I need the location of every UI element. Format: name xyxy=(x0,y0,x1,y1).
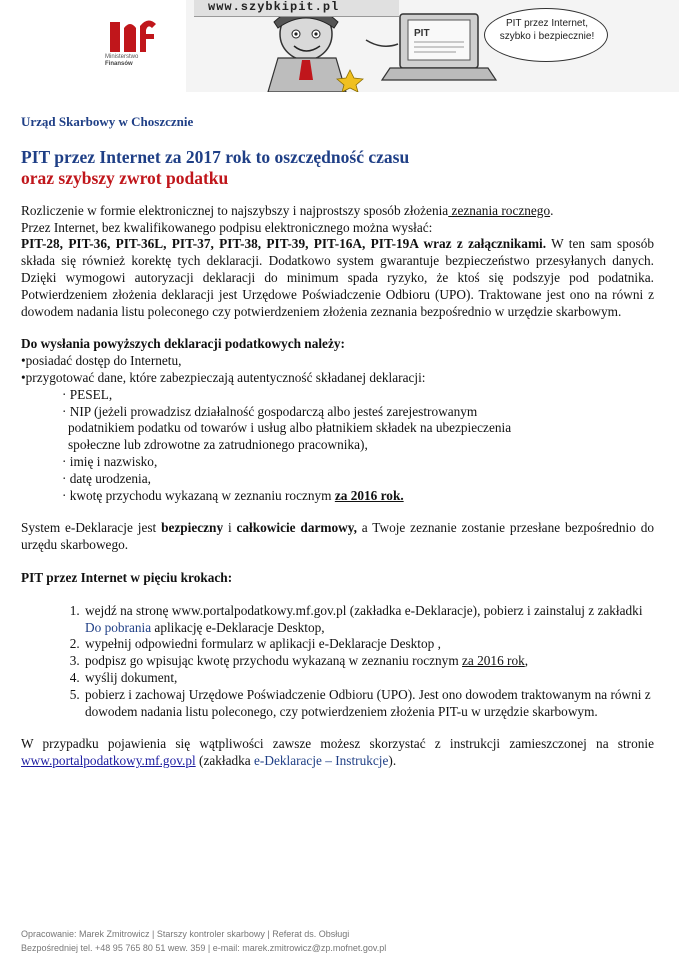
annual-return-link[interactable]: zeznania rocznego xyxy=(448,202,551,218)
data-item-nip-cont-2: społeczne lub zdrowotne za zatrudnionego pracownika), xyxy=(68,437,368,453)
step-item-2: 2. wypełnij odpowiedni formularz w aplikacji e-Deklaracje Desktop , xyxy=(83,636,654,653)
requirement-data: •przygotować dane, które zabezpieczają autentyczność składanej deklaracji: xyxy=(21,369,426,385)
footer-line-2: Bezpośredniej tel. +48 95 765 80 51 wew. 359 | e-mail: marek.zmitrowicz@zp.mofnet.gov.pl xyxy=(21,943,387,953)
system-text-2: i xyxy=(223,520,237,536)
closing-paragraph xyxy=(21,736,654,770)
intro-paragraph xyxy=(21,203,654,220)
system-free: całkowicie darmowy, xyxy=(236,520,357,536)
data-item-nip: · NIP (jeżeli prowadzisz działalność gospodarczą albo jesteś zarejestrowanym xyxy=(62,403,478,419)
portal-link[interactable]: www.portalpodatkowy.mf.gov.pl xyxy=(21,753,196,769)
url-bar xyxy=(194,0,399,17)
page-footer xyxy=(21,927,661,955)
system-text-1: System e-Deklaracje jest xyxy=(21,520,162,536)
intro-text-1-end: . xyxy=(550,202,554,218)
title-line-1: PIT przez Internet za 2017 rok to oszczędność czasu xyxy=(21,146,410,167)
data-item-name: · imię i nazwisko, xyxy=(62,453,158,469)
step-3-end: , xyxy=(524,653,529,669)
step-3-year: za 2016 rok xyxy=(462,653,525,669)
website-url: www.szybkipit.pl xyxy=(208,0,340,14)
intro-paragraph-3 xyxy=(21,236,654,320)
logo-line-1: Ministerstwo xyxy=(105,54,139,60)
svg-text:PIT: PIT xyxy=(414,28,430,39)
data-item-pesel: · PESEL, xyxy=(62,386,113,402)
document-title xyxy=(21,147,654,189)
step-1-end: aplikację e-Deklaracje Desktop, xyxy=(151,619,325,635)
ministry-logo-text xyxy=(105,54,175,68)
intro-text-1: Rozliczenie w formie elektronicznej to najszybszy i najprostszy sposób złożenia xyxy=(21,202,449,218)
step-1-text: wejdź na stronę www.portalpodatkowy.mf.gov.pl (zakładka e-Deklaracje), pobierz i zainstaluj z zakładki xyxy=(85,602,643,618)
step-item-5: 5. pobierz i zachowaj Urzędowe Poświadczenie Odbioru (UPO). Jest ono dowodem traktowanym na równi z dowodem nadania listu poleconego, czy potwierdzeniem złożenia PIT-u w urzędzie skarbowym. xyxy=(83,687,654,721)
system-text-3: a Twoje zeznanie zostanie przesłane bezpośrednio do urzędu skarbowego. xyxy=(21,520,654,553)
intro-text-3: W ten sam sposób składa się również korektę tych deklaracji. Dodatkowo system gwarantuje bezpieczeństwo przesyłanych danych. Dzięki wymogowi autoryzacji deklaracji do minimum spada ryzyko, że ktoś się podszyje pod podatnika. Potwierdzeniem złożenia deklaracji jest Urzędowe Poświadczenie Odbioru (UPO). Traktowane jest ono na równi z dowodem nadania listu poleconego czy potwierdzeniem złożenia zeznania bezpośrednio w urzędzie skarbowym. xyxy=(21,236,654,319)
header-banner xyxy=(0,0,679,92)
steps-list xyxy=(21,603,654,721)
requirements-heading: Do wysłania powyższych deklaracji podatkowych należy: xyxy=(21,336,345,352)
closing-text: W przypadku pojawienia się wątpliwości zawsze możesz skorzystać z instrukcji zamieszczonej na stronie xyxy=(21,736,654,752)
footer-line-1: Opracowanie: Marek Zmitrowicz | Starszy kontroler skarbowy | Referat ds. Obsługi xyxy=(21,929,350,939)
document-body xyxy=(21,114,654,770)
office-name: Urząd Skarbowy w Choszcznie xyxy=(21,114,194,129)
data-item-nip-cont-1: podatnikiem podatku od towarów i usług albo płatnikiem składek na ubezpieczenia xyxy=(68,420,512,436)
bubble-line-2: szybko i bezpiecznie! xyxy=(499,31,595,42)
speech-bubble-text xyxy=(492,17,602,43)
closing-end: ). xyxy=(388,753,397,769)
step-3-text: podpisz go wpisując kwotę przychodu wykazaną w zeznaniu rocznym xyxy=(85,653,462,669)
intro-paragraph-2: Przez Internet, bez kwalifikowanego podpisu elektronicznego można wysłać: xyxy=(21,219,433,235)
logo-line-2: Finansów xyxy=(105,61,133,67)
title-line-2: oraz szybszy zwrot podatku xyxy=(21,167,229,188)
instructions-tab-link[interactable]: e-Deklaracje – Instrukcje xyxy=(254,753,389,769)
income-year: za 2016 rok. xyxy=(334,487,404,503)
steps-heading: PIT przez Internet w pięciu krokach: xyxy=(21,569,233,585)
download-tab-link[interactable]: Do pobrania xyxy=(85,619,152,635)
system-paragraph xyxy=(21,520,654,554)
step-item-1 xyxy=(83,603,654,637)
forms-list: PIT-28, PIT-36, PIT-36L, PIT-37, PIT-38, PIT-39, PIT-16A, PIT-19A wraz z załącznikami. xyxy=(21,236,547,252)
requirement-internet: •posiadać dostęp do Internetu, xyxy=(21,353,182,369)
income-text: · kwotę przychodu wykazaną w zeznaniu rocznym xyxy=(62,487,335,503)
data-item-birthdate: · datę urodzenia, xyxy=(62,470,151,486)
bubble-line-1: PIT przez Internet, xyxy=(505,18,589,29)
data-item-income xyxy=(62,488,654,505)
closing-mid: (zakładka xyxy=(195,753,255,769)
system-secure: bezpieczny xyxy=(161,520,224,536)
banner-illustration xyxy=(186,0,679,92)
step-item-4: 4. wyślij dokument, xyxy=(83,670,654,687)
step-item-3 xyxy=(83,653,654,670)
